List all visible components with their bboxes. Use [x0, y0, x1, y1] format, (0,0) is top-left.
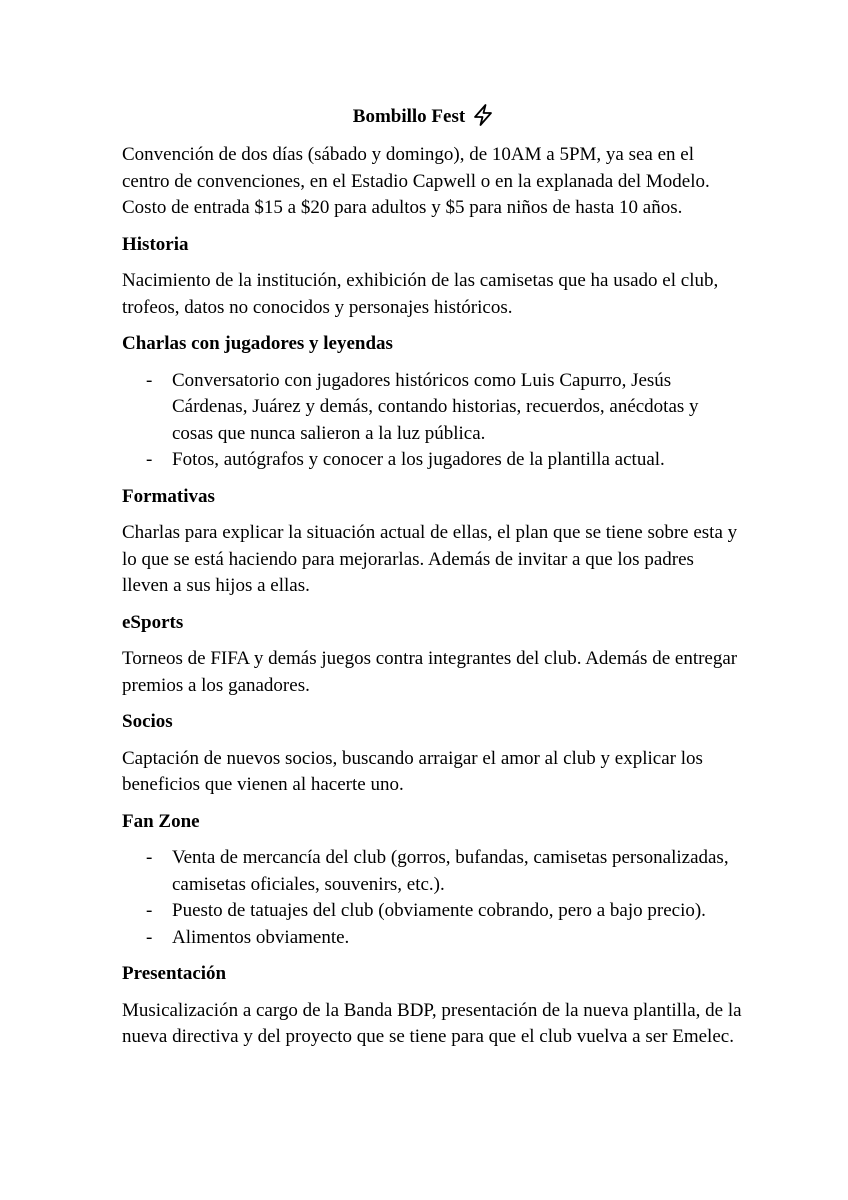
list-item-text: Fotos, autógrafos y conocer a los jugadores de la plantilla actual. — [172, 449, 665, 470]
document-body — [122, 142, 742, 1061]
list-marker: - — [146, 449, 153, 470]
fanzone-list — [122, 845, 742, 951]
section-text-socios: Captación de nuevos socios, buscando arraigar el amor al club y explicar los beneficios que vienen al hacerte uno. — [122, 747, 703, 795]
list-marker: - — [146, 900, 153, 921]
section-heading-presentacion: Presentación — [122, 963, 227, 984]
list-item — [122, 368, 742, 448]
list-marker: - — [146, 847, 153, 868]
list-item — [122, 845, 742, 898]
section-heading-charlas: Charlas con jugadores y leyendas — [122, 333, 393, 354]
section-heading-socios: Socios — [122, 711, 173, 732]
list-item-text: Alimentos obviamente. — [172, 926, 350, 948]
section-heading-esports: eSports — [122, 611, 184, 633]
list-item-text: Puesto de tatuajes del club (obviamente cobrando, pero a bajo precio). — [172, 900, 706, 921]
section-text-esports: Torneos de FIFA y demás juegos contra integrantes del club. Además de entregar premios a los ganadores. — [122, 648, 738, 696]
document-title-row — [0, 103, 848, 135]
section-text-formativas: Charlas para explicar la situación actual de ellas, el plan que se tiene sobre esta y lo que se está haciendo para mejorarlas. Además de invitar a que los padres lleven a sus hijos a ellas. — [122, 522, 738, 596]
section-heading-historia: Historia — [122, 233, 189, 255]
charlas-list — [122, 368, 742, 474]
list-item — [122, 898, 742, 925]
list-item — [122, 447, 742, 474]
section-heading-formativas: Formativas — [122, 485, 215, 507]
section-heading-fanzone: Fan Zone — [122, 810, 200, 832]
section-text-presentacion: Musicalización a cargo de la Banda BDP, presentación de la nueva plantilla, de la nueva directiva y del proyecto que se tiene para que el club vuelva a ser Emelec. — [122, 999, 742, 1047]
section-text-historia: Nacimiento de la institución, exhibición de las camisetas que ha usado el club, trofeos, datos no conocidos y personajes históricos. — [122, 270, 719, 318]
intro-paragraph: Convención de dos días (sábado y domingo), de 10AM a 5PM, ya sea en el centro de convenciones, en el Estadio Capwell o en la explanada del Modelo. Costo de entrada $15 a $20 para adultos y $5 para niños de hasta 10 años. — [122, 144, 710, 218]
lightning-bolt-icon — [471, 103, 495, 135]
list-item-text: Conversatorio con jugadores históricos como Luis Capurro, Jesús Cárdenas, Juárez y demás, contando historias, recuerdos, anécdotas y cosas que nunca salieron a la luz pública. — [172, 369, 699, 444]
list-item-text: Venta de mercancía del club (gorros, bufandas, camisetas personalizadas, camisetas oficiales, souvenirs, etc.). — [172, 847, 729, 895]
list-marker: - — [146, 926, 153, 948]
document-title: Bombillo Fest — [352, 106, 466, 127]
list-item — [122, 925, 742, 952]
list-marker: - — [146, 369, 153, 391]
